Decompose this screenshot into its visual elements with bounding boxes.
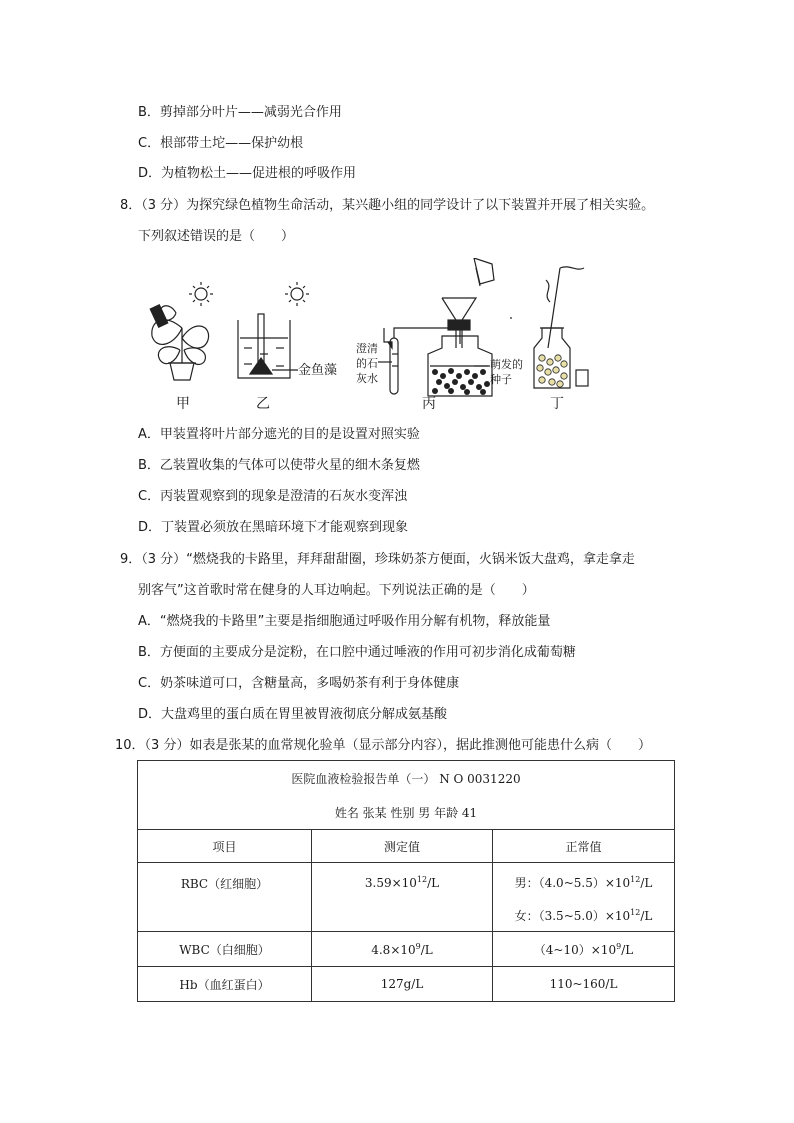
col-header-item: 项目: [138, 830, 312, 863]
goldfish-weed-beaker-drawing: [238, 314, 298, 378]
label-limewater-3: 灰水: [356, 372, 378, 385]
table-row: [138, 967, 675, 1002]
q8-option-b: B．乙装置收集的气体可以使带火星的细木条复燃: [138, 458, 420, 473]
cell-item-text: RBC（红细胞）: [180, 877, 269, 891]
q8-option-c: C．丙装置观察到的现象是澄清的石灰水变浑浊: [138, 489, 408, 504]
q7-option-b: B．剪掉部分叶片——减弱光合作用: [138, 105, 342, 120]
label-seeds-1: 萌发的: [490, 358, 523, 371]
col-header-measured: 测定值: [312, 830, 493, 863]
experiment-figure-drawing: [130, 258, 590, 418]
potted-plant-drawing: [150, 305, 208, 380]
q7-option-d: D．为植物松土——促进根的呼吸作用: [138, 166, 357, 181]
cell-measured-text: $3.59\times 10^{12}/L$: [364, 875, 440, 890]
q9-option-a: A．“燃烧我的卡路里”主要是指细胞通过呼吸作用分解有机物，释放能量: [138, 614, 551, 629]
cell-normal-female: 女：$(3.5\sim 5.0)\times 10^{12}/L$: [514, 908, 653, 923]
table-header-row: [138, 830, 675, 863]
cell-item: WBC（白细胞）: [138, 932, 312, 967]
table-title-row: [138, 761, 675, 796]
cell-item: [138, 863, 312, 932]
sun-icon-1: [189, 282, 213, 306]
q8-stem-line2: 下列叙述错误的是（ ）: [138, 229, 295, 244]
col-header-normal: 正常值: [493, 830, 675, 863]
label-seeds-2: 种子: [490, 373, 512, 386]
q9-option-c: C．奶茶味道可口，含糖量高，多喝奶茶有利于身体健康: [138, 676, 460, 691]
q9-stem-line1: 9．（3 分）“燃烧我的卡路里，拜拜甜甜圈，珍珠奶茶方便面，火锅米饭大盘鸡，拿走拿走: [120, 552, 635, 567]
q8-stem-line1: 8．（3 分）为探究绿色植物生命活动，某兴趣小组的同学设计了以下装置并开展了相关实验。: [120, 198, 655, 213]
cell-measured: 127g/L: [312, 967, 493, 1002]
seed-jar-seeds: [537, 355, 567, 387]
cell-normal: $(4\sim 10)\times 10^9/L$: [493, 932, 675, 967]
sun-icon-2: [285, 282, 309, 306]
q9-option-d: D．大盘鸡里的蛋白质在胃里被胃液彻底分解成氨基酸: [138, 707, 448, 722]
figure-label-ding: 丁: [550, 396, 564, 412]
figure-label-jia: 甲: [176, 396, 190, 412]
q8-option-d: D．丁装置必须放在黑暗环境下才能观察到现象: [138, 520, 409, 535]
q9-option-b: B．方便面的主要成分是淀粉，在口腔中通过唾液的作用可初步消化成葡萄糖: [138, 645, 576, 660]
experiment-figure: [130, 258, 590, 418]
q8-option-a: A．甲装置将叶片部分遮光的目的是设置对照实验: [138, 427, 420, 442]
cell-measured: [312, 863, 493, 932]
blood-report-table: [137, 760, 675, 1002]
cell-normal-male: 男：$(4.0\sim 5.5)\times 10^{12}/L$: [514, 875, 653, 890]
table-row: [138, 863, 675, 932]
cell-item: Hb（血红蛋白）: [138, 967, 312, 1002]
seed-mass: [432, 368, 490, 395]
label-limewater-2: 的石: [356, 357, 378, 370]
cell-normal: 110~160/L: [493, 967, 675, 1002]
cell-measured: $4.8\times 10^9/L$: [312, 932, 493, 967]
label-goldfish-weed: 金鱼藻: [298, 363, 338, 378]
q10-stem: 10．（3 分）如表是张某的血常规化验单（显示部分内容），据此推测他可能患什么病（ ）: [115, 738, 651, 753]
table-patient-row: [138, 795, 675, 830]
report-title: 医院血液检验报告单（一） N O 0031220: [138, 761, 675, 796]
label-limewater-1: 澄清: [356, 342, 378, 355]
q9-stem-line2: 别客气”这首歌时常在健身的人耳边响起。下列说法正确的是（ ）: [138, 583, 535, 598]
figure-label-yi: 乙: [256, 396, 270, 412]
report-patient-info: 姓名 张某 性别 男 年龄 41: [138, 795, 675, 830]
q7-option-c: C．根部带土坨——保护幼根: [138, 136, 304, 151]
cell-normal: [493, 863, 675, 932]
table-row: [138, 932, 675, 967]
figure-label-bing: 丙: [422, 396, 436, 412]
